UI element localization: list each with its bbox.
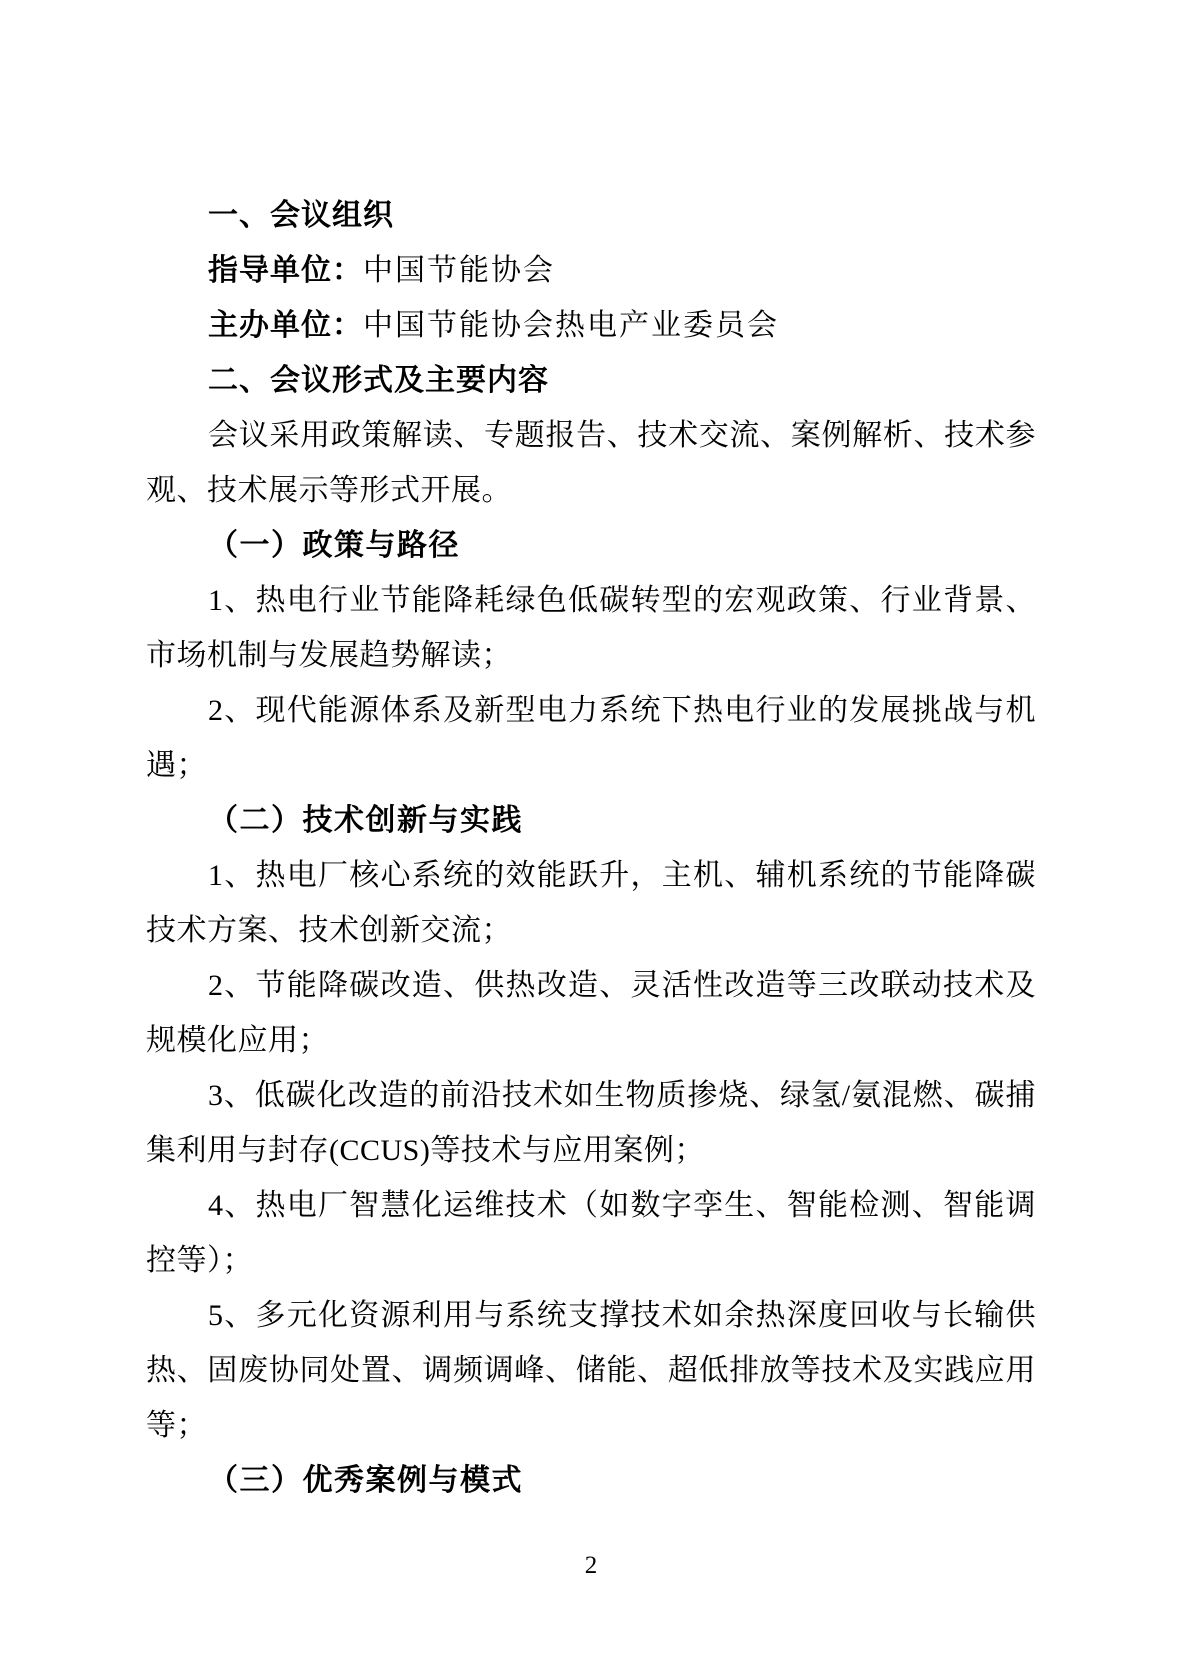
section-heading: 一、会议组织 bbox=[208, 199, 394, 232]
document-content bbox=[146, 188, 1036, 1508]
subsection-heading: （一）政策与路径 bbox=[208, 529, 460, 562]
body-paragraph: 1、热电行业节能降耗绿色低碳转型的宏观政策、行业背景、市场机制与发展趋势解读； bbox=[146, 584, 1036, 672]
labeled-line bbox=[146, 243, 1036, 298]
labeled-line bbox=[146, 298, 1036, 353]
section-heading: 二、会议形式及主要内容 bbox=[208, 364, 549, 397]
body-paragraph: 会议采用政策解读、专题报告、技术交流、案例解析、技术参观、技术展示等形式开展。 bbox=[146, 419, 1036, 507]
subsection-heading: （二）技术创新与实践 bbox=[208, 804, 523, 837]
body-paragraph: 4、热电厂智慧化运维技术（如数字孪生、智能检测、智能调控等）； bbox=[146, 1189, 1036, 1277]
field-value: 中国节能协会热电产业委员会 bbox=[363, 309, 779, 342]
subsection-heading: （三）优秀案例与模式 bbox=[208, 1464, 523, 1497]
body-paragraph: 2、现代能源体系及新型电力系统下热电行业的发展挑战与机遇； bbox=[146, 694, 1036, 782]
body-paragraph: 3、低碳化改造的前沿技术如生物质掺烧、绿氢/氨混燃、碳捕集利用与封存(CCUS)等技术与应用案例； bbox=[146, 1079, 1036, 1167]
body-paragraph: 2、节能降碳改造、供热改造、灵活性改造等三改联动技术及规模化应用； bbox=[146, 969, 1036, 1057]
page-footer bbox=[0, 1552, 1182, 1580]
field-value: 中国节能协会 bbox=[363, 254, 555, 287]
body-paragraph: 1、热电厂核心系统的效能跃升，主机、辅机系统的节能降碳技术方案、技术创新交流； bbox=[146, 859, 1036, 947]
body-paragraph: 5、多元化资源利用与系统支撑技术如余热深度回收与长输供热、固废协同处置、调频调峰、储能、超低排放等技术及实践应用等； bbox=[146, 1299, 1036, 1442]
field-label: 指导单位： bbox=[208, 254, 363, 287]
field-label: 主办单位： bbox=[208, 309, 363, 342]
page-number: 2 bbox=[584, 1552, 598, 1579]
